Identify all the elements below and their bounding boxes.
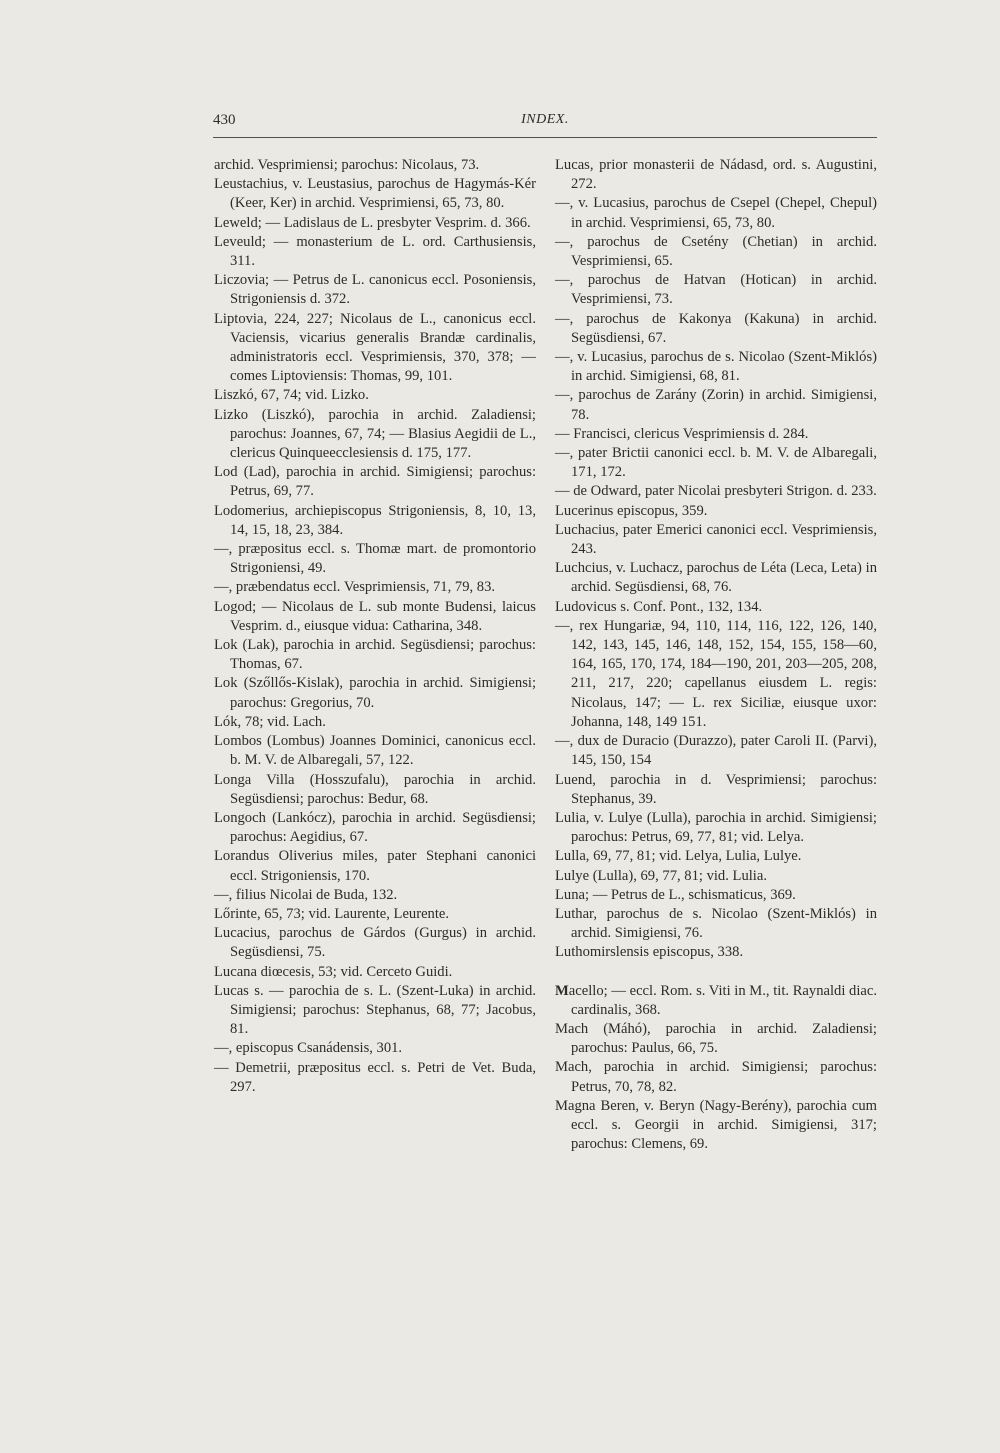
index-entry: Lombos (Lombus) Joannes Dominici, canonicus eccl. b. M. V. de Albaregali, 57, 122. — [214, 733, 536, 769]
index-entry — [555, 982, 877, 1020]
index-entry: —, parochus de Zarány (Zorin) in archid. Simigiensi, 78. — [555, 387, 877, 423]
index-entry: —, præbendatus eccl. Vesprimiensis, 71, 79, 83. — [214, 579, 496, 596]
index-entry: —, episcopus Csanádensis, 301. — [214, 1040, 403, 1057]
index-entry: Leustachius, v. Leustasius, parochus de Hagymás-Kér (Keer, Ker) in archid. Vesprimiensi, 65, 73, 80. — [214, 176, 536, 212]
index-entry: Lod (Lad), parochia in archid. Simigiensi; parochus: Petrus, 69, 77. — [214, 464, 536, 500]
index-entry: —, parochus de Csetény (Chetian) in archid. Vesprimiensi, 65. — [555, 233, 877, 270]
index-entry: —, rex Hungariæ, 94, 110, 114, 116, 122, 126, 140, 142, 143, 145, 146, 148, 152, 154, 155, 158—60, 164, 165, 170, 174, 184—190, 201, 203—205, 208, 211, 217, 220; capellanus eiusdem L. regis: Nicolaus, 147; — L. rex Siciliæ, eiusque uxor: Johanna, 148, 149 151. — [555, 617, 877, 730]
index-entry-text: acello; — eccl. Rom. s. Viti in M., tit. Raynaldi diac. cardinalis, 368. — [568, 982, 877, 1018]
section-initial-letter: M — [555, 982, 569, 999]
index-entry: Lok (Szőllős-Kislak), parochia in archid. Simigiensi; parochus: Gregorius, 70. — [214, 675, 536, 711]
page-number: 430 — [213, 112, 236, 128]
index-entry: Lucas, prior monasterii de Nádasd, ord. s. Augustini, 272. — [555, 157, 877, 193]
running-title: INDEX. — [521, 112, 569, 127]
index-entry: —, filius Nicolai de Buda, 132. — [214, 886, 398, 903]
index-column-right-m-entries — [555, 982, 877, 1155]
index-entry: Ludovicus s. Conf. Pont., 132, 134. — [555, 598, 763, 615]
index-entry: — de Odward, pater Nicolai presbyteri Strigon. d. 233. — [555, 483, 877, 500]
index-entry: Luthar, parochus de s. Nicolao (Szent-Miklós) in archid. Simigiensi, 76. — [555, 905, 877, 942]
index-entry: Magna Beren, v. Beryn (Nagy-Berény), parochia cum eccl. s. Georgii in archid. Simigiensi, 317; parochus: Clemens, 69. — [555, 1097, 877, 1153]
index-entry: Mach, parochia in archid. Simigiensi; parochus: Petrus, 70, 78, 82. — [555, 1059, 877, 1095]
index-entry: —, pater Brictii canonici eccl. b. M. V. de Albaregali, 171, 172. — [555, 445, 877, 481]
index-entry: Lucas s. — parochia de s. L. (Szent-Luka) in archid. Simigiensi; parochus: Stephanus, 68, 77; Jacobus, 81. — [214, 982, 536, 1038]
index-column-right-l-entries — [555, 156, 877, 963]
index-entry: Luend, parochia in d. Vesprimiensi; parochus: Stephanus, 39. — [555, 771, 877, 807]
index-entry: Luna; — Petrus de L., schismaticus, 369. — [555, 886, 796, 903]
index-entry: Leveuld; — monasterium de L. ord. Carthusiensis, 311. — [214, 233, 536, 270]
index-entry: Lulia, v. Lulye (Lulla), parochia in archid. Simigiensi; parochus: Petrus, 69, 77, 81; vid. Lelya. — [555, 809, 877, 846]
index-entry: Lucerinus episcopus, 359. — [555, 502, 708, 519]
index-entry: Lók, 78; vid. Lach. — [214, 713, 326, 730]
index-entry: Liptovia, 224, 227; Nicolaus de L., canonicus eccl. Vaciensis, vicarius generalis Brandæ cardinalis, administratoris eccl. Vesprimiensis, 370, 378; — comes Liptoviensis: Thomas, 99, 101. — [214, 310, 536, 385]
index-entry: Lodomerius, archiepiscopus Strigoniensis, 8, 10, 13, 14, 15, 18, 23, 384. — [214, 502, 536, 538]
index-entry: —, dux de Duracio (Durazzo), pater Caroli II. (Parvi), 145, 150, 154 — [555, 733, 877, 769]
index-entry: —, præpositus eccl. s. Thomæ mart. de promontorio Strigoniensi, 49. — [214, 541, 536, 577]
index-entry: Luthomirslensis episcopus, 338. — [555, 944, 744, 961]
index-entry: Lizko (Liszkó), parochia in archid. Zaladiensi; parochus: Joannes, 67, 74; — Blasius Aegidii de L., clericus Quinqueecclesiensis d. 175, 177. — [214, 406, 536, 462]
index-entry: Leweld; — Ladislaus de L. presbyter Vesprim. d. 366. — [214, 214, 531, 231]
index-entry: Lőrinte, 65, 73; vid. Laurente, Leurente. — [214, 905, 450, 922]
index-entry: — Francisci, clericus Vesprimiensis d. 284. — [555, 425, 809, 442]
index-entry: — Demetrii, præpositus eccl. s. Petri de Vet. Buda, 297. — [214, 1059, 536, 1095]
index-column-left — [214, 156, 536, 1097]
index-entry: Liszkó, 67, 74; vid. Lizko. — [214, 387, 369, 404]
index-entry: Lucana diœcesis, 53; vid. Cerceto Guidi. — [214, 963, 453, 980]
index-entry: Lorandus Oliverius miles, pater Stephani canonici eccl. Strigoniensis, 170. — [214, 848, 536, 884]
index-entry: —, parochus de Kakonya (Kakuna) in archid. Següsdiensi, 67. — [555, 310, 877, 346]
index-entry: Luchcius, v. Luchacz, parochus de Léta (Leca, Leta) in archid. Següsdiensi, 68, 76. — [555, 560, 877, 596]
header-rule — [213, 137, 877, 138]
index-entry: Luchacius, pater Emerici canonici eccl. Vesprimiensis, 243. — [555, 521, 877, 558]
index-entry: —, parochus de Hatvan (Hotican) in archid. Vesprimiensi, 73. — [555, 272, 877, 308]
index-entry: archid. Vesprimiensi; parochus: Nicolaus, 73. — [214, 157, 480, 173]
index-entry: Longoch (Lankócz), parochia in archid. Següsdiensi; parochus: Aegidius, 67. — [214, 809, 536, 846]
page-header — [213, 112, 877, 136]
index-entry: Logod; — Nicolaus de L. sub monte Budensi, laicus Vesprim. d., eiusque vidua: Catharina, 348. — [214, 598, 536, 634]
index-entry: —, v. Lucasius, parochus de Csepel (Chepel, Chepul) in archid. Vesprimiensi, 65, 73, 80. — [555, 195, 877, 231]
index-entry: Lulla, 69, 77, 81; vid. Lelya, Lulia, Lulye. — [555, 848, 802, 865]
index-entry: Longa Villa (Hosszufalu), parochia in archid. Següsdiensi; parochus: Bedur, 68. — [214, 771, 536, 807]
index-column-right — [555, 156, 877, 1154]
index-entry: Mach (Máhó), parochia in archid. Zaladiensi; parochus: Paulus, 66, 75. — [555, 1020, 877, 1057]
index-entry: Liczovia; — Petrus de L. canonicus eccl. Posoniensis, Strigoniensis d. 372. — [214, 272, 536, 308]
index-entry: Lulye (Lulla), 69, 77, 81; vid. Lulia. — [555, 867, 767, 884]
index-entry: —, v. Lucasius, parochus de s. Nicolao (Szent-Miklós) in archid. Simigiensi, 68, 81. — [555, 349, 877, 385]
index-entry: Lok (Lak), parochia in archid. Següsdiensi; parochus: Thomas, 67. — [214, 637, 536, 673]
letter-section-gap — [555, 963, 877, 982]
index-entry: Lucacius, parochus de Gárdos (Gurgus) in archid. Següsdiensi, 75. — [214, 925, 536, 961]
